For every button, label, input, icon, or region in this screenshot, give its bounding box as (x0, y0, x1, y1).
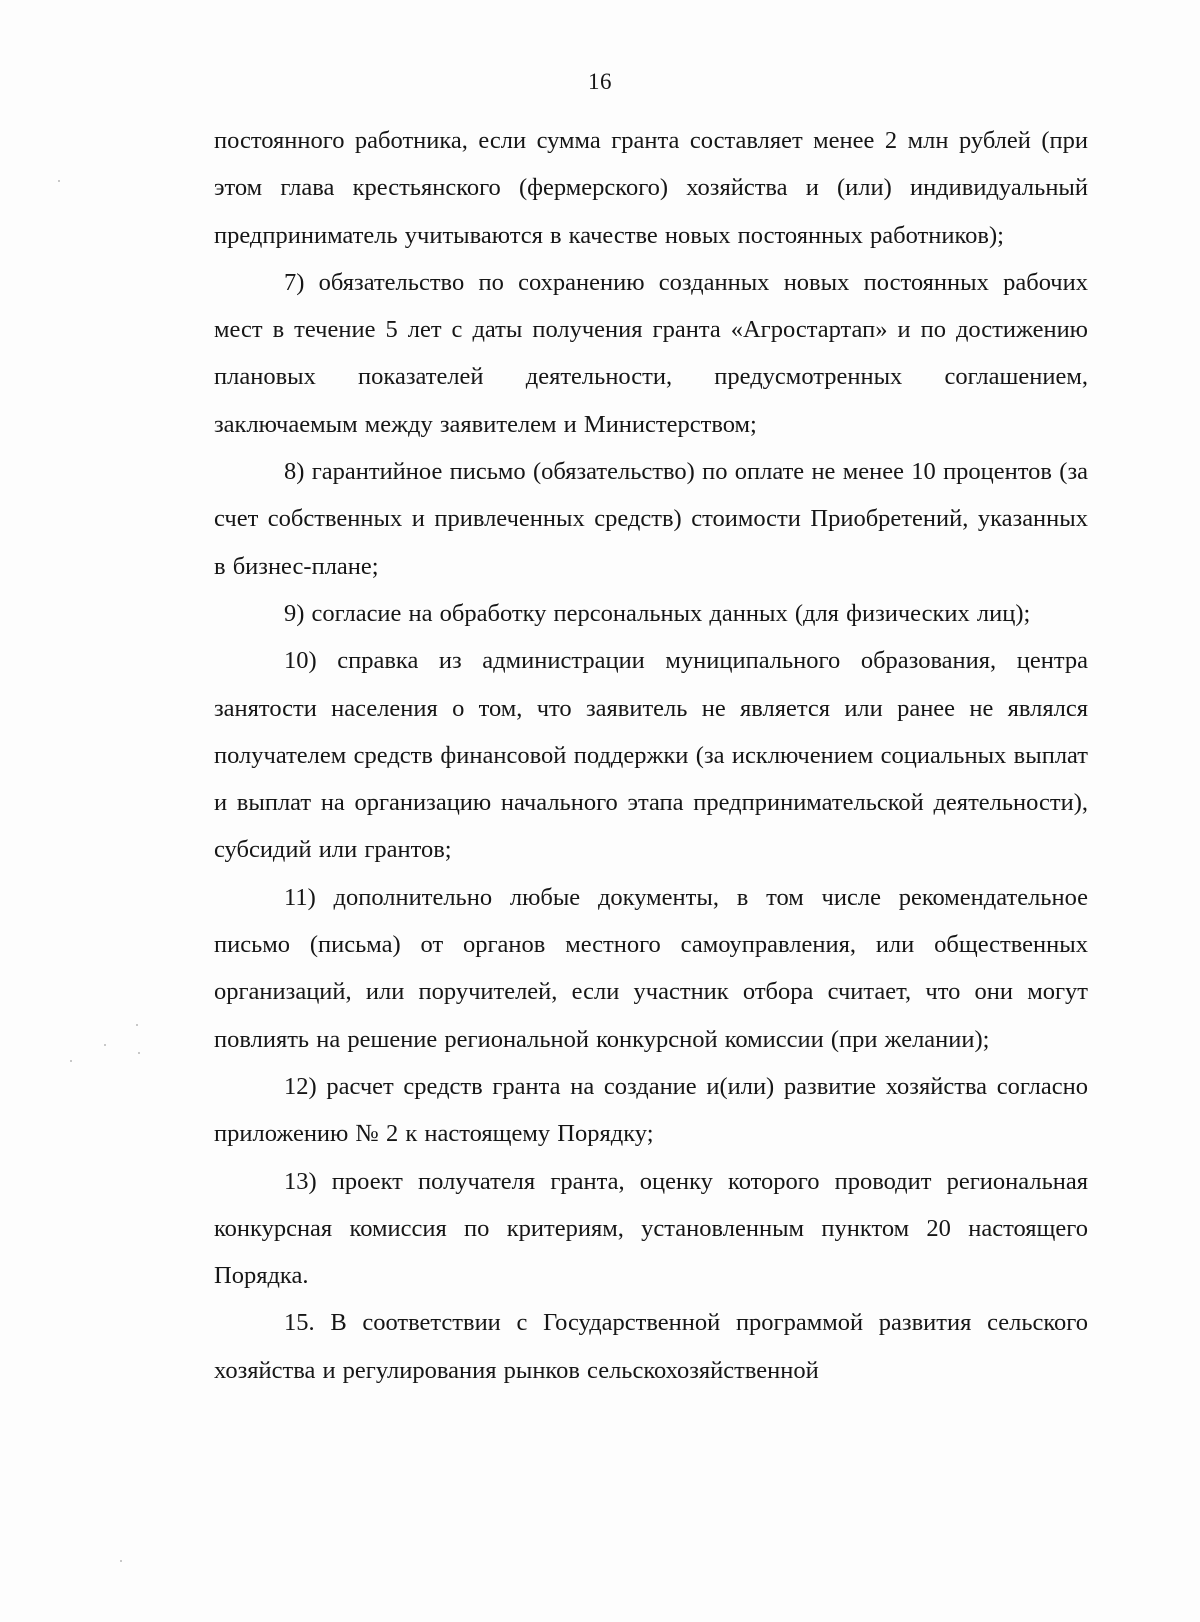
page-number: 16 (588, 69, 612, 94)
scan-speck (120, 1560, 122, 1562)
scan-speck (70, 1060, 72, 1062)
paragraph-continuation: постоянного работника, если сумма гранта составляет менее 2 млн рублей (при этом глава крестьянского (фермерского) хозяйства и (или) индивидуальный предприниматель учитываются в качестве новых постоянных работников); (214, 127, 1088, 249)
paragraph-item-13: 13) проект получателя гранта, оценку которого проводит региональная конкурсная комиссия по критериям, установленным пунктом 20 настоящего Порядка. (214, 1167, 1088, 1290)
paragraph-item-11: 11) дополнительно любые документы, в том числе рекомендательное письмо (письма) от органов местного самоуправления, или общественных организаций, или поручителей, если участник отбора считает, что они могут повлиять на решение региональной конкурсной комиссии (при желании); (214, 883, 1088, 1053)
paragraph-item-12: 12) расчет средств гранта на создание и(или) развитие хозяйства согласно приложению № 2 к настоящему Порядку; (214, 1072, 1088, 1148)
paragraph-section-15: 15. В соответствии с Государственной программой развития сельского хозяйства и регулирования рынков сельскохозяйственной (214, 1309, 1088, 1384)
scan-speck (58, 180, 60, 182)
document-body (214, 117, 1088, 1394)
paragraph-item-9: 9) согласие на обработку персональных данных (для физических лиц); (284, 599, 1031, 627)
scan-speck (136, 1024, 138, 1026)
paragraph-item-10: 10) справка из администрации муниципального образования, центра занятости населения о том, что заявитель не является или ранее не являлся получателем средств финансовой поддержки (за исключением социальных выплат и выплат на организацию начального этапа предпринимательской деятельности), субсидий или грантов; (214, 647, 1088, 864)
paragraph-item-8: 8) гарантийное письмо (обязательство) по оплате не менее 10 процентов (за счет собственных и привлеченных средств) стоимости Приобретений, указанных в бизнес-плане; (214, 458, 1088, 580)
scan-speck (138, 1052, 140, 1054)
scan-speck (104, 1044, 106, 1046)
paragraph-item-7: 7) обязательство по сохранению созданных новых постоянных рабочих мест в течение 5 лет с даты получения гранта «Агростартап» и по достижению плановых показателей деятельности, предусмотренных соглашением, заключаемым между заявителем и Министерством; (214, 268, 1088, 438)
